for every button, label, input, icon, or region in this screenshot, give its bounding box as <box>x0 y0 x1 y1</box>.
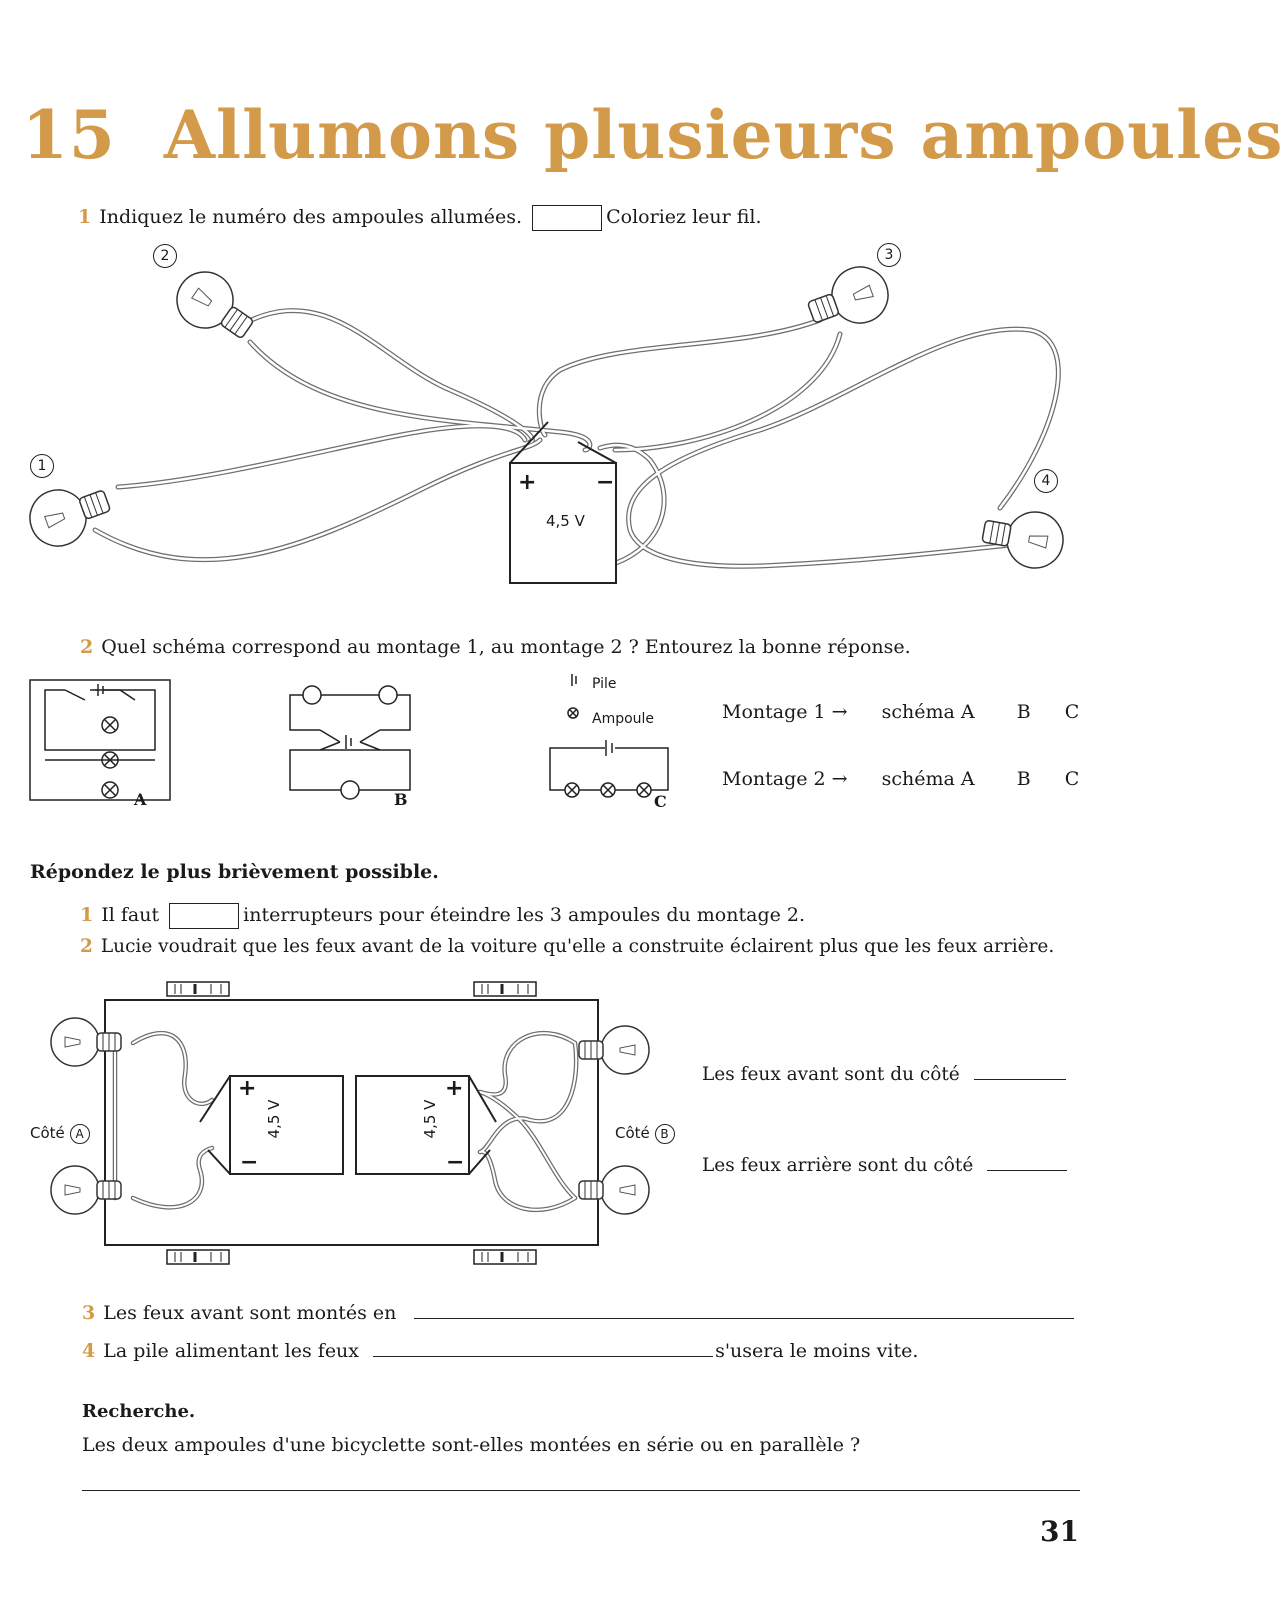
bulb-label-2: 2 <box>153 244 177 268</box>
battery-voltage: 4,5 V <box>546 512 585 530</box>
schema-b-label: B <box>394 790 408 809</box>
research-answer-line[interactable] <box>82 1490 1080 1491</box>
choice-m2-c[interactable]: C <box>1064 768 1080 790</box>
choice-m1-a[interactable]: A <box>960 701 975 723</box>
battery-left-minus: − <box>240 1150 259 1175</box>
question-2-4: 4 La pile alimentant les feux s'usera le moins vite. <box>82 1340 919 1362</box>
schema-b <box>290 686 410 799</box>
choice-m2-b[interactable]: B <box>1016 768 1031 790</box>
battery-left-voltage: 4,5 V <box>265 1099 283 1139</box>
legend-ampoule: Ampoule <box>592 711 655 727</box>
battery-plus: + <box>518 470 537 495</box>
schema-a <box>30 680 170 800</box>
choice-m1-c[interactable]: C <box>1064 701 1080 723</box>
schema-c <box>550 740 668 797</box>
montage-1-row: Montage 1 → schéma A B C <box>722 701 1080 723</box>
schema-c-label: C <box>654 792 667 811</box>
question-1-2: 2 Quel schéma correspond au montage 1, au montage 2 ? Entourez la bonne réponse. <box>80 636 911 658</box>
answer-box-bulbs[interactable] <box>532 205 602 231</box>
bulb-3 <box>802 259 896 339</box>
question-2-1: 1 Il faut interrupteurs pour éteindre les 3 ampoules du montage 2. <box>80 903 805 929</box>
bulb-label-1: 1 <box>30 454 54 478</box>
bulb-label-4: 4 <box>1034 469 1058 493</box>
schemas <box>20 670 720 840</box>
front-lights-question: Les feux avant sont du côté <box>702 1064 1066 1085</box>
legend-pile: Pile <box>592 676 617 692</box>
battery-right-plus: + <box>445 1076 464 1101</box>
battery-right-voltage: 4,5 V <box>421 1099 439 1139</box>
rear-lights-question: Les feux arrière sont du côté <box>702 1155 1067 1176</box>
rear-lights-answer[interactable] <box>987 1170 1067 1171</box>
answer-box-switches[interactable] <box>169 903 239 929</box>
question-2-2: 2 Lucie voudrait que les feux avant de la voiture qu'elle a construite éclairent plus que les feux arrière. <box>80 936 1055 957</box>
bulb-2 <box>166 261 264 353</box>
montage-2-row: Montage 2 → schéma A B C <box>722 768 1080 790</box>
research-heading: Recherche. <box>82 1401 196 1422</box>
circuit-illustration <box>0 250 1160 610</box>
battery-left-plus: + <box>238 1076 257 1101</box>
schema-a-label: A <box>134 790 147 809</box>
bulb-1 <box>22 474 116 554</box>
choice-m1-b[interactable]: B <box>1016 701 1031 723</box>
side-b-label: Côté B <box>615 1124 675 1144</box>
side-a-label: Côté A <box>30 1124 90 1144</box>
page-number: 31 <box>1040 1515 1079 1548</box>
battery-right-minus: − <box>446 1150 465 1175</box>
battery-minus: − <box>596 470 615 495</box>
question-1-1: 1 Indiquez le numéro des ampoules allumées. Coloriez leur fil. <box>78 205 762 231</box>
answer-line-4[interactable] <box>373 1356 713 1357</box>
answer-line-3[interactable] <box>414 1318 1074 1319</box>
bulb-4 <box>979 503 1068 572</box>
front-lights-answer[interactable] <box>974 1079 1066 1080</box>
research-question: Les deux ampoules d'une bicyclette sont-elles montées en série ou en parallèle ? <box>82 1434 861 1456</box>
bulb-label-3: 3 <box>877 243 901 267</box>
choice-m2-a[interactable]: A <box>960 768 975 790</box>
section-heading: Répondez le plus brièvement possible. <box>30 861 439 883</box>
car-diagram <box>0 980 700 1280</box>
page-title: 15 Allumons plusieurs ampoules <box>22 96 1283 174</box>
question-2-3: 3 Les feux avant sont montés en <box>82 1302 1074 1324</box>
